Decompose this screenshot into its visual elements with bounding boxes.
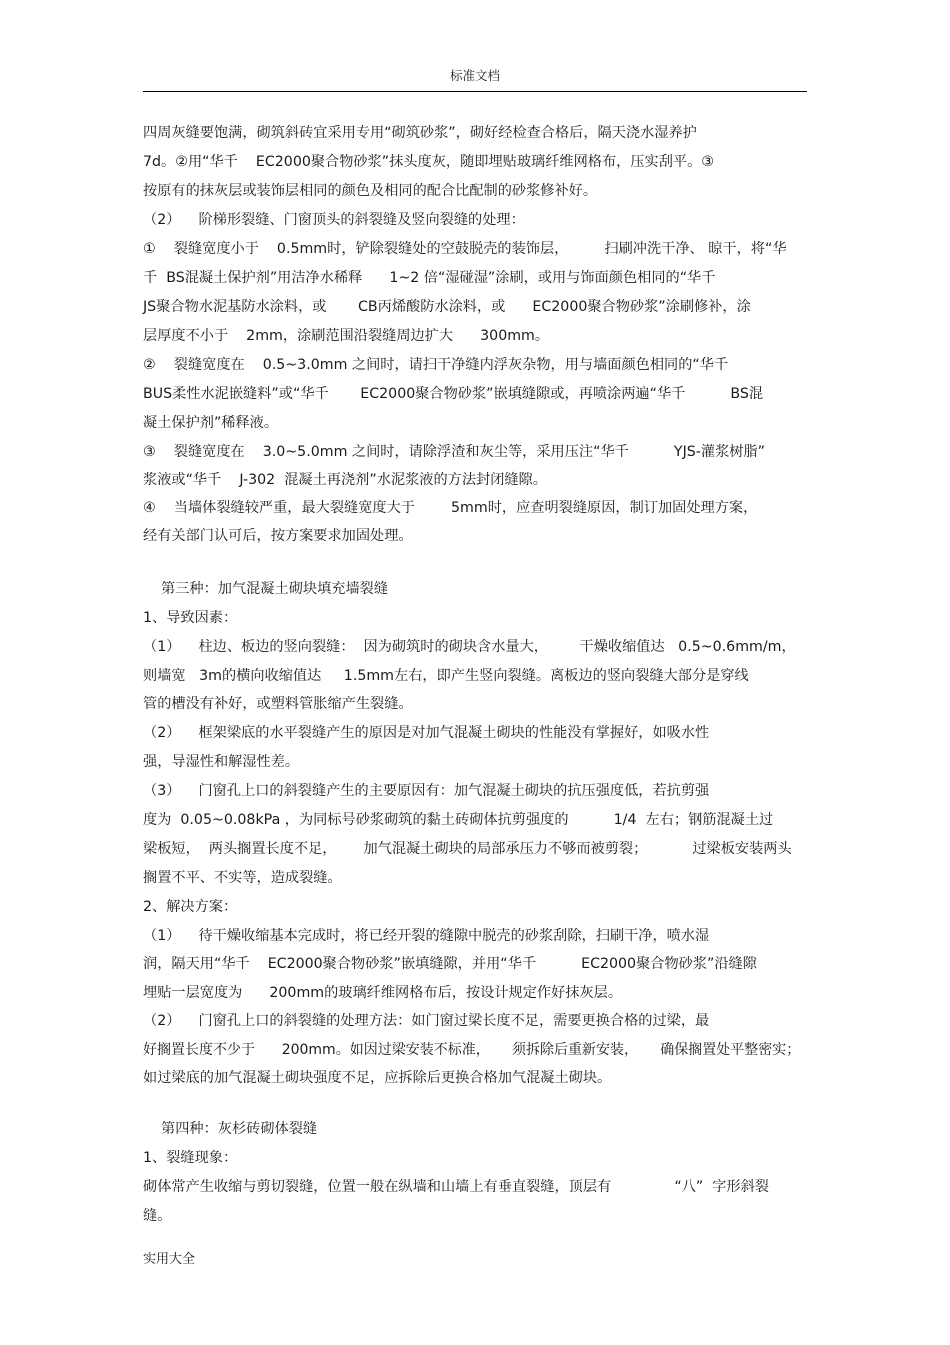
page-footer: 实用大全 (143, 1252, 196, 1267)
text-line: 搁置不平、不实等，造成裂缝。 (143, 870, 342, 886)
text-line: 层厚度不小于 2mm，涂刷范围沿裂缝周边扩大 300mm。 (143, 328, 550, 344)
text-line: 好搁置长度不少于 200mm。如因过梁安装不标准， 须拆除后重新安装， 确保搁置处平整密实； (143, 1042, 801, 1058)
text-line: 梁板短， 两头搁置长度不足， 加气混凝土砌块的局部承压力不够而被剪裂； 过梁板安装两头 (143, 841, 792, 857)
text-line: 经有关部门认可后，按方案要求加固处理。 (143, 528, 413, 544)
text-line: （3） 门窗孔上口的斜裂缝产生的主要原因有：加气混凝土砌块的抗压强度低，若抗剪强 (143, 783, 710, 799)
text-line: 千 BS混凝土保护剂”用洁净水稀释 1~2 倍“湿碰湿”涂刷，或用与饰面颜色相同的“华千 (143, 270, 716, 286)
text-line: 缝。 (143, 1208, 172, 1224)
text-line: 润，隔天用“华千 EC2000聚合物砂浆”嵌填缝隙，并用“华千 EC2000聚合物砂浆”沿缝隙 (143, 956, 757, 972)
text-line: 1、裂缝现象： (143, 1150, 238, 1166)
text-line: 2、解决方案： (143, 899, 238, 915)
text-line: 凝土保护剂”稀释液。 (143, 415, 279, 431)
text-line: 按原有的抹灰层或装饰层相同的颜色及相同的配合比配制的砂浆修补好。 (143, 183, 598, 199)
text-line: 埋贴一层宽度为 200mm的玻璃纤维网格布后，按设计规定作好抹灰层。 (143, 985, 623, 1001)
text-line: （1） 柱边、板边的竖向裂缝： 因为砌筑时的砌块含水量大， 干燥收缩值达 0.5~0.6mm/m， (143, 639, 796, 655)
text-line: ② 裂缝宽度在 0.5~3.0mm 之间时，请扫干净缝内浮灰杂物，用与墙面颜色相同的“华千 (143, 357, 729, 373)
page-header: 标准文档 (449, 68, 500, 83)
section-heading: 第三种：加气混凝土砌块填充墙裂缝 (143, 581, 389, 597)
text-line: ④ 当墙体裂缝较严重，最大裂缝宽度大于 5mm时，应查明裂缝原因，制订加固处理方案， (143, 500, 758, 516)
section-heading: 第四种：灰杉砖砌体裂缝 (143, 1121, 318, 1137)
text-line: JS聚合物水泥基防水涂料，或 CB丙烯酸防水涂料，或 EC2000聚合物砂浆”涂刷修补，涂 (143, 299, 751, 315)
text-line: ① 裂缝宽度小于 0.5mm时，铲除裂缝处的空鼓脱壳的装饰层， 扫刷冲洗干净、 晾干，将“华 (143, 241, 787, 257)
text-line: 强，导湿性和解湿性差。 (143, 754, 300, 770)
text-line: 管的槽没有补好，或塑料管胀缩产生裂缝。 (143, 696, 413, 712)
text-line: BUS柔性水泥嵌缝料”或“华千 EC2000聚合物砂浆”嵌填缝隙或，再喷涂两遍“华千 BS混 (143, 386, 764, 402)
text-line: （2） 阶梯形裂缝、门窗顶头的斜裂缝及竖向裂缝的处理： (143, 212, 525, 228)
text-line: 度为 0.05~0.08kPa ，为同标号砂浆砌筑的黏土砖砌体抗剪强度的 1/4 左右；钢筋混凝土过 (143, 812, 774, 828)
text-line: 浆液或“华千 J-302 混凝土再浇剂”水泥浆液的方法封闭缝隙。 (143, 472, 547, 488)
header-divider (143, 91, 807, 92)
text-line: （2） 框架梁底的水平裂缝产生的原因是对加气混凝土砌块的性能没有掌握好，如吸水性 (143, 725, 710, 741)
text-line: 四周灰缝要饱满，砌筑斜砖宜采用专用“砌筑砂浆”，砌好经检查合格后，隔天浇水湿养护 (143, 125, 697, 141)
text-line: 砌体常产生收缩与剪切裂缝，位置一般在纵墙和山墙上有垂直裂缝，顶层有 “八” 字形斜裂 (143, 1179, 769, 1195)
text-line: 则墙宽 3m的横向收缩值达 1.5mm左右，即产生竖向裂缝。离板边的竖向裂缝大部分是穿线 (143, 668, 749, 684)
text-line: （2） 门窗孔上口的斜裂缝的处理方法：如门窗过梁长度不足，需要更换合格的过梁，最 (143, 1013, 710, 1029)
text-line: 如过梁底的加气混凝土砌块强度不足，应拆除后更换合格加气混凝土砌块。 (143, 1070, 612, 1086)
text-line: ③ 裂缝宽度在 3.0~5.0mm 之间时，请除浮渣和灰尘等，采用压注“华千 YJS-灌浆树脂” (143, 444, 765, 460)
text-line: 7d。②用“华千 EC2000聚合物砂浆”抹头度灰，随即埋贴玻璃纤维网格布，压实刮平。③ (143, 154, 715, 170)
text-line: 1、导致因素： (143, 610, 238, 626)
text-line: （1） 待干燥收缩基本完成时，将已经开裂的缝隙中脱壳的砂浆刮除，扫刷干净，喷水湿 (143, 928, 710, 944)
